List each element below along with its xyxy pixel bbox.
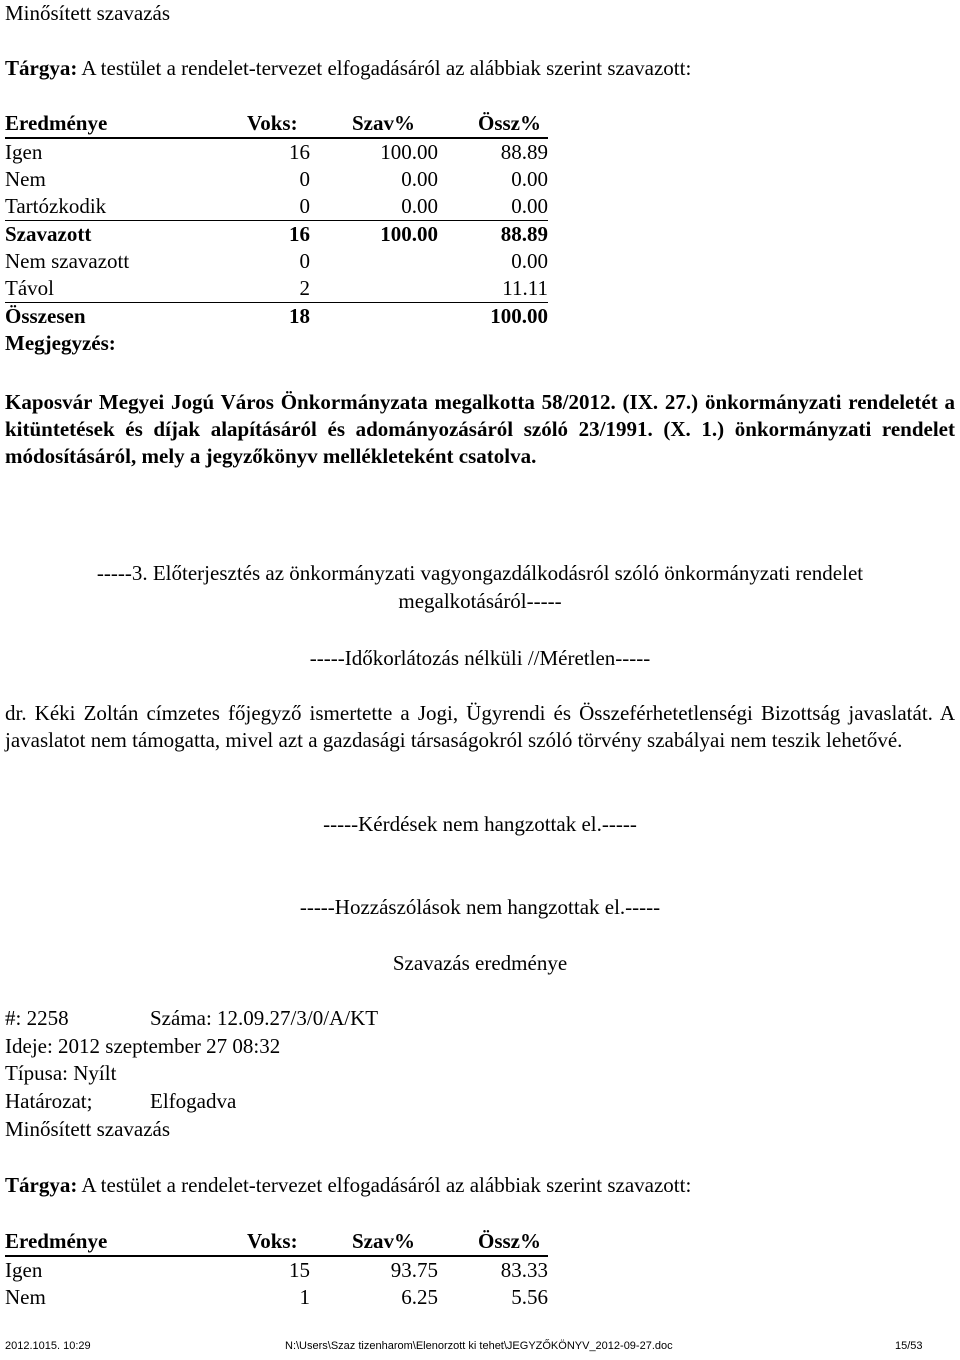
vote-type: Típusa: Nyílt	[5, 1061, 117, 1085]
row-label: Szavazott	[5, 222, 92, 246]
row-ossz: 0.00	[438, 193, 548, 221]
time-limit-note: -----Időkorlátozás nélküli //Méretlen-----	[309, 646, 651, 670]
vote-number: #: 2258	[5, 1006, 69, 1030]
col-header: Szav%	[310, 110, 438, 138]
row-szav	[310, 303, 438, 331]
speech-paragraph	[5, 700, 955, 754]
table-row	[5, 166, 548, 193]
subject-label: Tárgya:	[5, 1173, 78, 1197]
resolution-label: Határozat;	[5, 1089, 93, 1113]
row-szav: 0.00	[310, 193, 438, 221]
row-szav	[310, 248, 438, 275]
qualified-vote-heading: Minősített szavazás	[5, 1, 171, 25]
table-row	[5, 248, 548, 275]
col-header: Össz%	[438, 110, 548, 138]
row-voks: 16	[289, 222, 310, 246]
speaker-name: dr. Kéki Zoltán címzetes főjegyző	[5, 701, 302, 725]
vote-date: Ideje: 2012 szeptember 27 08:32	[5, 1034, 281, 1058]
subject-text: A testület a rendelet-tervezet elfogadásáról az alábbiak szerint szavazott:	[81, 1173, 692, 1197]
row-label: Igen	[5, 140, 43, 164]
vote-result-table-2	[5, 1228, 548, 1311]
no-questions-note: -----Kérdések nem hangzottak el.-----	[323, 812, 637, 836]
vote-reference: Száma: 12.09.27/3/0/A/KT	[150, 1006, 379, 1030]
col-header: Voks:	[155, 110, 310, 138]
row-szav: 93.75	[390, 1258, 438, 1282]
row-label: Nem	[5, 167, 46, 191]
footer-date: 2012.1015. 10:29	[5, 1340, 91, 1352]
col-header: Össz%	[438, 1228, 548, 1256]
table-row	[5, 1284, 548, 1311]
row-label: Tartózkodik	[5, 193, 155, 221]
footer-path: N:\Users\Szaz tizenharom\Elenorzott ki tehet\JEGYZŐKÖNYV_2012-09-27.doc	[285, 1340, 673, 1352]
table-row	[5, 221, 548, 249]
vote-subject-2	[5, 1172, 691, 1198]
no-comments-note: -----Hozzászólások nem hangzottak el.-----	[299, 895, 661, 919]
row-ossz: 88.89	[500, 222, 548, 246]
row-label: Igen	[5, 1258, 43, 1282]
subject-text: A testület a rendelet-tervezet elfogadásáról az alábbiak szerint szavazott:	[81, 56, 692, 80]
row-voks: 2	[155, 275, 310, 303]
col-header: Eredménye	[5, 110, 155, 138]
note-label: Megjegyzés:	[5, 331, 116, 355]
row-szav	[310, 275, 438, 303]
row-ossz: 5.56	[511, 1285, 548, 1309]
table-row	[5, 275, 548, 303]
row-voks: 1	[299, 1285, 310, 1309]
agenda-title-line-2: megalkotásáról-----	[398, 589, 562, 613]
row-label: Összesen	[5, 304, 86, 328]
row-label: Nem	[5, 1285, 46, 1309]
row-ossz: 11.11	[438, 275, 548, 303]
row-szav: 0.00	[401, 167, 438, 191]
row-szav: 6.25	[401, 1285, 438, 1309]
row-voks: 0	[299, 249, 310, 273]
table-row	[5, 1256, 548, 1284]
row-szav: 100.00	[380, 140, 438, 164]
row-voks: 15	[289, 1258, 310, 1282]
col-header: Eredménye	[5, 1228, 155, 1256]
row-ossz: 100.00	[490, 304, 548, 328]
row-ossz: 83.33	[500, 1258, 548, 1282]
row-voks: 16	[289, 140, 310, 164]
table-row	[5, 303, 548, 331]
row-ossz: 0.00	[511, 167, 548, 191]
row-label: Nem szavazott	[5, 249, 130, 273]
table-header-row	[5, 110, 548, 138]
row-voks: 18	[289, 304, 310, 328]
vote-result-title: Szavazás eredménye	[392, 951, 568, 975]
speech-text: ismertette a Jogi, Ügyrendi és Összeférhetetlenségi Bizottság javaslatát. A javaslatot nem támogatta, mivel azt a gazdasági társaságokról szóló törvény szabályai nem teszik lehetővé.	[5, 701, 955, 752]
row-voks: 0	[299, 167, 310, 191]
subject-label: Tárgya:	[5, 56, 78, 80]
col-header: Voks:	[155, 1228, 310, 1256]
row-ossz: 88.89	[500, 140, 548, 164]
col-header: Szav%	[310, 1228, 438, 1256]
vote-subject	[5, 55, 691, 81]
table-row	[5, 138, 548, 166]
footer-page: 15/53	[895, 1340, 923, 1352]
vote-result-table	[5, 110, 548, 330]
row-voks: 0	[155, 193, 310, 221]
resolution-value: Elfogadva	[150, 1089, 237, 1113]
agenda-title-line-1: -----3. Előterjesztés az önkormányzati vagyongazdálkodásról szóló önkormányzati rendelet	[96, 561, 864, 585]
table-header-row	[5, 1228, 548, 1256]
row-label: Távol	[5, 275, 155, 303]
row-szav: 100.00	[380, 222, 438, 246]
decision-paragraph: Kaposvár Megyei Jogú Város Önkormányzata megalkotta 58/2012. (IX. 27.) önkormányzati rendeletét a kitüntetések és díjak alapításáról és adományozásáról szóló 23/1991. (X. 1.) önkormányzati rendelet módosításáról, mely a jegyzőkönyv mellékleteként csatolva.	[5, 390, 955, 468]
table-row	[5, 193, 548, 221]
row-ossz: 0.00	[511, 249, 548, 273]
qualified-vote-heading-2: Minősített szavazás	[5, 1117, 171, 1141]
